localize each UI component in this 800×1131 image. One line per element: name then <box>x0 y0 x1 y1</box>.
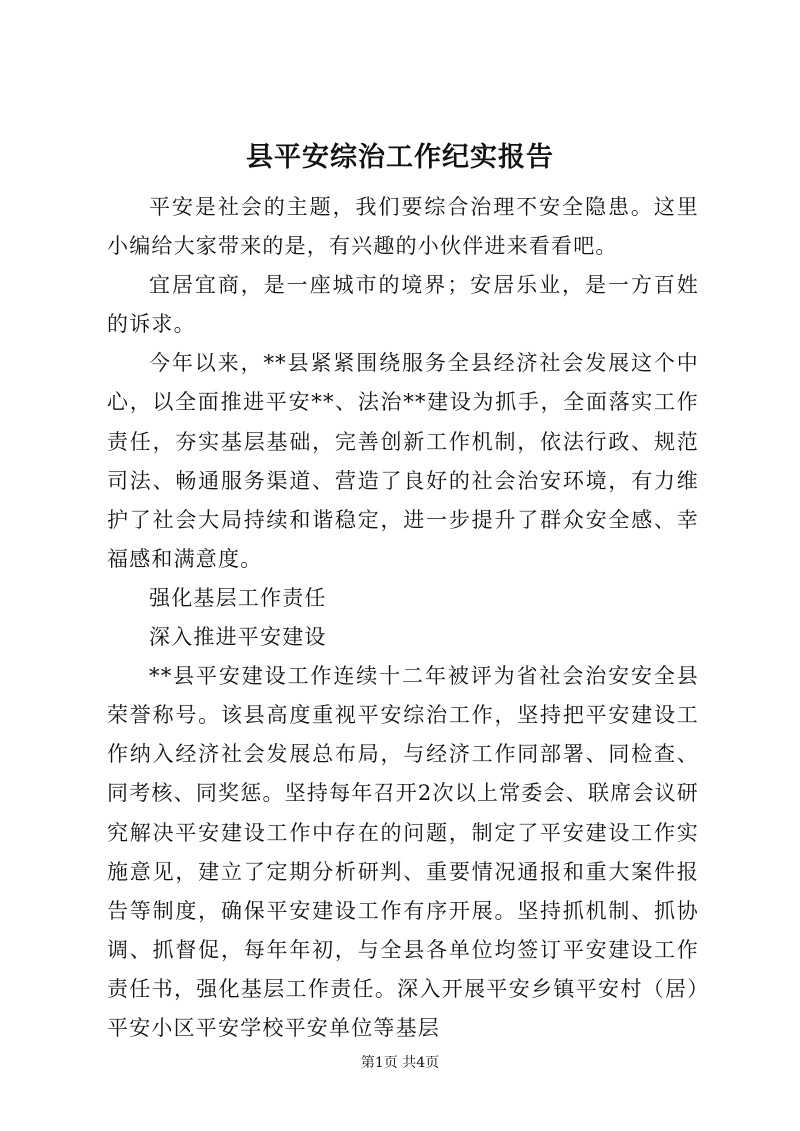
section-heading-construction: 深入推进平安建设 <box>149 625 327 650</box>
document-title: 县平安综治工作纪实报告 <box>246 142 554 173</box>
page-footer: 第1页 共4页 <box>360 1055 440 1071</box>
paragraph-summary: 今年以来，**县紧紧围绕服务全县经济社会发展这个中心，以全面推进平安**、法治**建设为抓手，全面落实工作责任，夯实基层基础，完善创新工作机制，依法行政、规范司法、畅通服务渠道、营造了良好的社会治安环境，有力维护了社会大局持续和谐稳定，进一步提升了群众安全感、幸福感和满意度。 <box>107 351 699 571</box>
paragraph-details: **县平安建设工作连续十二年被评为省社会治安安全县荣誉称号。该县高度重视平安综治工作，坚持把平安建设工作纳入经济社会发展总布局，与经济工作同部署、同检查、同考核、同奖惩。坚持每年召开2次以上常委会、联席会议研究解决平安建设工作中存在的问题，制定了平安建设工作实施意见，建立了定期分析研判、重要情况通报和重大案件报告等制度，确保平安建设工作有序开展。坚持抓机制、抓协调、抓督促，每年年初，与全县各单位均签订平安建设工作责任书，强化基层工作责任。深入开展平安乡镇平安村（居）平安小区平安学校平安单位等基层 <box>107 664 699 1040</box>
paragraph-intro: 平安是社会的主题，我们要综合治理不安全隐患。这里小编给大家带来的是，有兴趣的小伙伴进来看看吧。 <box>107 195 699 259</box>
section-heading-responsibility: 强化基层工作责任 <box>149 585 327 610</box>
paragraph-city: 宜居宜商，是一座城市的境界；安居乐业，是一方百姓的诉求。 <box>107 273 699 337</box>
document-body <box>107 188 699 1048</box>
